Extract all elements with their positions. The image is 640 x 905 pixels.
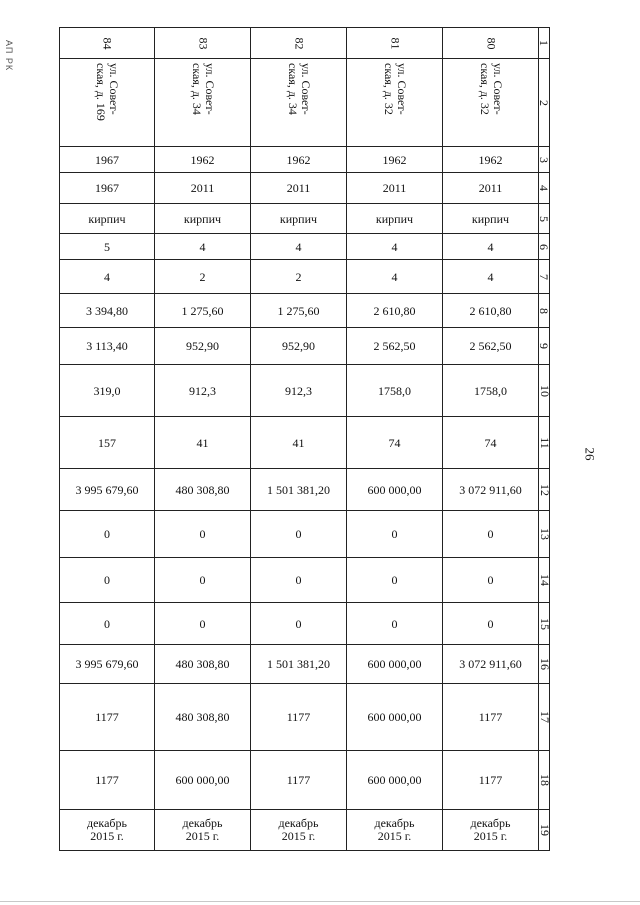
table-cell: 600 000,00 (347, 469, 443, 511)
table-cell: 1 275,60 (155, 294, 251, 328)
table-row-9 (60, 328, 550, 365)
col-number-cell: 83 (155, 28, 251, 59)
table-cell: 4 (251, 234, 347, 260)
table-row-1 (60, 28, 550, 59)
table-cell: 3 113,40 (60, 328, 155, 365)
table-cell: кирпич (443, 204, 539, 234)
table-cell: 0 (347, 558, 443, 603)
table-cell: 952,90 (155, 328, 251, 365)
table-cell: 3 995 679,60 (60, 469, 155, 511)
table-cell: 2 562,50 (347, 328, 443, 365)
col-number-cell: 80 (443, 28, 539, 59)
table-cell: 1177 (251, 751, 347, 810)
table-cell: декабрь 2015 г. (443, 810, 539, 851)
table-row-5 (60, 204, 550, 234)
row-number: 12 (539, 469, 550, 511)
table-cell: 1 501 381,20 (251, 469, 347, 511)
table-cell: 3 072 911,60 (443, 469, 539, 511)
table-row-8 (60, 294, 550, 328)
table-cell: кирпич (251, 204, 347, 234)
table-cell: 2 610,80 (347, 294, 443, 328)
table-cell: 2011 (251, 173, 347, 204)
row-number: 3 (539, 147, 550, 173)
col-number-cell: 81 (347, 28, 443, 59)
row-number: 8 (539, 294, 550, 328)
row-number: 13 (539, 511, 550, 558)
scan-edge-line (0, 901, 640, 902)
col-number-cell: 84 (60, 28, 155, 59)
table-cell: 2011 (155, 173, 251, 204)
table-cell: 1962 (443, 147, 539, 173)
table-cell: 912,3 (251, 365, 347, 417)
address-cell: ул. Совет- ская, д. 169 (60, 59, 155, 147)
table-cell: 912,3 (155, 365, 251, 417)
table-cell: 480 308,80 (155, 469, 251, 511)
row-number: 6 (539, 234, 550, 260)
table-row-3 (60, 147, 550, 173)
table-cell: 0 (60, 603, 155, 645)
table-cell: 480 308,80 (155, 645, 251, 684)
row-number: 14 (539, 558, 550, 603)
table-cell: 2 610,80 (443, 294, 539, 328)
table-cell: 0 (155, 603, 251, 645)
table-cell: 1177 (60, 684, 155, 751)
table-cell: 0 (155, 558, 251, 603)
address-cell: ул. Совет- ская, д. 32 (443, 59, 539, 147)
row-number: 18 (539, 751, 550, 810)
table-cell: 1962 (251, 147, 347, 173)
table-cell: 1177 (251, 684, 347, 751)
table-cell: 1962 (347, 147, 443, 173)
table-cell: 1758,0 (443, 365, 539, 417)
table-cell: кирпич (60, 204, 155, 234)
table-cell: 4 (155, 234, 251, 260)
table-cell: 1177 (443, 684, 539, 751)
table-cell: 5 (60, 234, 155, 260)
table-cell: 0 (60, 511, 155, 558)
table-cell: 319,0 (60, 365, 155, 417)
table-cell: 0 (443, 511, 539, 558)
table-row-16 (60, 645, 550, 684)
row-number: 19 (539, 810, 550, 851)
row-number: 5 (539, 204, 550, 234)
table-cell: декабрь 2015 г. (60, 810, 155, 851)
table-cell: 1962 (155, 147, 251, 173)
table-cell: 3 072 911,60 (443, 645, 539, 684)
table-cell: 41 (251, 417, 347, 469)
address-cell: ул. Совет- ская, д. 34 (155, 59, 251, 147)
table-cell: 1967 (60, 147, 155, 173)
table-row-11 (60, 417, 550, 469)
table-row-6 (60, 234, 550, 260)
table-cell: 2 (155, 260, 251, 294)
table-cell: 600 000,00 (155, 751, 251, 810)
table-cell: 2011 (443, 173, 539, 204)
table-cell: 0 (347, 511, 443, 558)
address-cell: ул. Совет- ская, д. 34 (251, 59, 347, 147)
table-cell: 4 (347, 234, 443, 260)
row-number: 10 (539, 365, 550, 417)
table-cell: 1967 (60, 173, 155, 204)
table-cell: 0 (347, 603, 443, 645)
table-cell: 41 (155, 417, 251, 469)
table-cell: 4 (347, 260, 443, 294)
table-cell: кирпич (155, 204, 251, 234)
page-number: 26 (582, 447, 598, 461)
table-cell: 74 (347, 417, 443, 469)
table-row-19 (60, 810, 550, 851)
table-cell: 1 501 381,20 (251, 645, 347, 684)
row-number: 16 (539, 645, 550, 684)
table-cell: 0 (443, 558, 539, 603)
table-cell: 1177 (443, 751, 539, 810)
table-row-10 (60, 365, 550, 417)
table-cell: 4 (60, 260, 155, 294)
table-cell: 0 (251, 511, 347, 558)
table-row-12 (60, 469, 550, 511)
table-row-15 (60, 603, 550, 645)
table-cell: 4 (443, 260, 539, 294)
table-row-4 (60, 173, 550, 204)
table-row-17 (60, 684, 550, 751)
table-cell: 600 000,00 (347, 684, 443, 751)
table-cell: 0 (443, 603, 539, 645)
address-cell: ул. Совет- ская, д. 32 (347, 59, 443, 147)
table-cell: 0 (60, 558, 155, 603)
table-cell: 4 (443, 234, 539, 260)
col-number-cell: 82 (251, 28, 347, 59)
table-row-14 (60, 558, 550, 603)
data-table (59, 27, 550, 851)
table-cell: 3 394,80 (60, 294, 155, 328)
table-row-18 (60, 751, 550, 810)
row-number: 1 (539, 28, 550, 59)
table-row-13 (60, 511, 550, 558)
table-row-2 (60, 59, 550, 147)
row-number: 7 (539, 260, 550, 294)
table-cell: 0 (251, 558, 347, 603)
row-number: 2 (539, 59, 550, 147)
table-cell: 952,90 (251, 328, 347, 365)
table-cell: 3 995 679,60 (60, 645, 155, 684)
table-cell: 0 (155, 511, 251, 558)
margin-note: АП РК (4, 40, 14, 72)
table-cell: 1177 (60, 751, 155, 810)
row-number: 4 (539, 173, 550, 204)
table-cell: 157 (60, 417, 155, 469)
table-cell: 1758,0 (347, 365, 443, 417)
table-cell: 600 000,00 (347, 751, 443, 810)
table-cell: 1 275,60 (251, 294, 347, 328)
table-cell: 2 562,50 (443, 328, 539, 365)
table-cell: 600 000,00 (347, 645, 443, 684)
row-number: 17 (539, 684, 550, 751)
row-number: 15 (539, 603, 550, 645)
table-cell: декабрь 2015 г. (347, 810, 443, 851)
row-number: 11 (539, 417, 550, 469)
table-cell: 74 (443, 417, 539, 469)
table-cell: кирпич (347, 204, 443, 234)
table-cell: 2 (251, 260, 347, 294)
table-cell: декабрь 2015 г. (155, 810, 251, 851)
table-row-7 (60, 260, 550, 294)
table-cell: декабрь 2015 г. (251, 810, 347, 851)
row-number: 9 (539, 328, 550, 365)
table-cell: 2011 (347, 173, 443, 204)
table-cell: 480 308,80 (155, 684, 251, 751)
table-cell: 0 (251, 603, 347, 645)
